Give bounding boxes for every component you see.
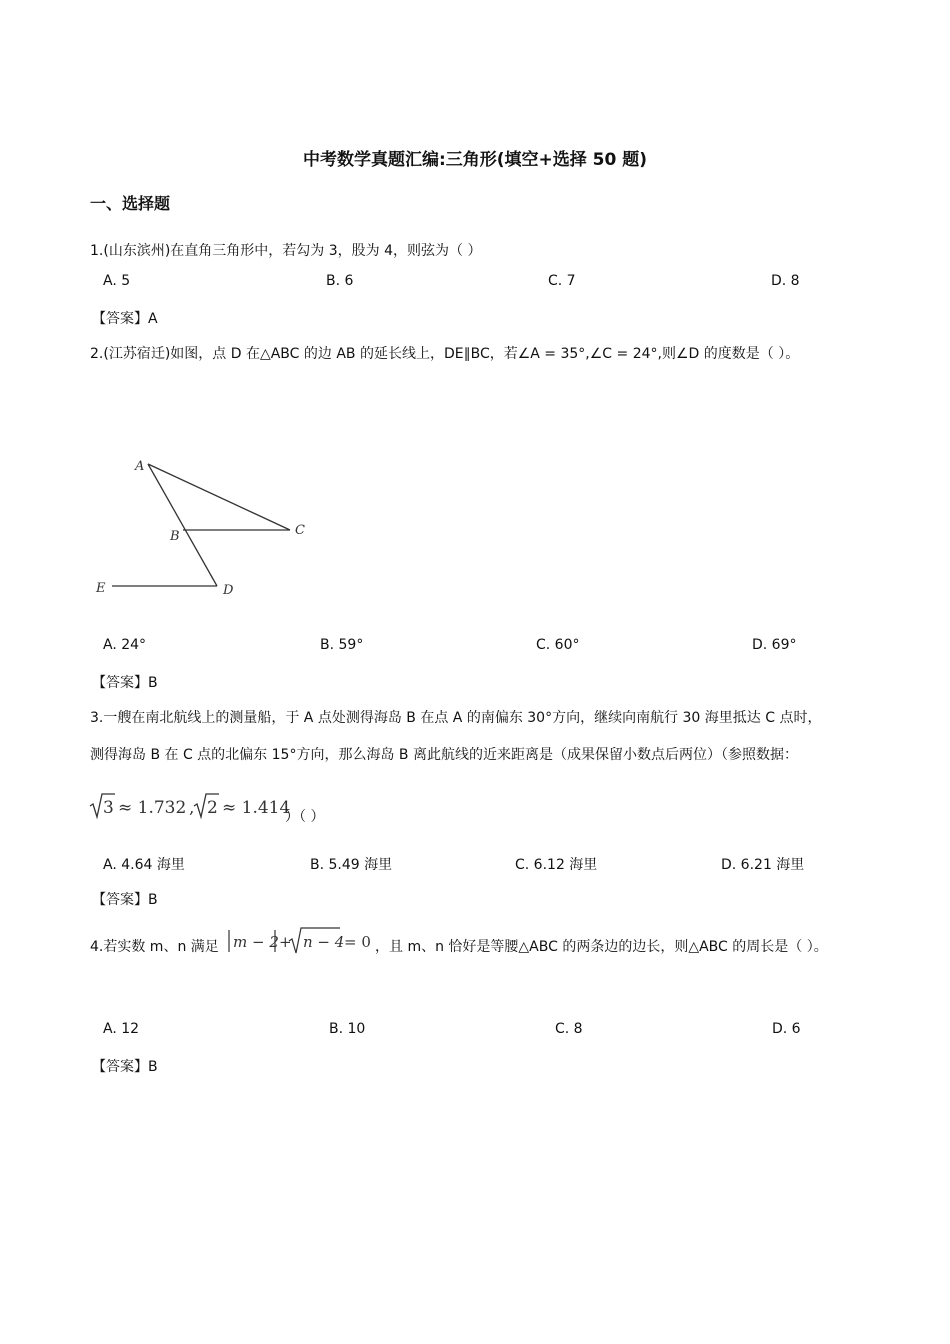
document-title: 中考数学真题汇编:三角形(填空+选择 50 题) (302, 150, 648, 170)
label-d: D (223, 583, 234, 598)
abs-content: m − 2 (233, 933, 279, 951)
label-a: A (135, 459, 145, 474)
line-a-d (148, 464, 217, 586)
formula-separator: , (189, 798, 195, 818)
question-1-option-b: B. 6 (326, 273, 354, 289)
question-3-stem-line2: 测得海岛 B 在 C 点的北偏东 15°方向，那么海岛 B 离此航线的近来距离是（成果保留小数点后两位）（参照数据： (90, 747, 798, 763)
question-3-answer: 【答案】B (92, 892, 158, 908)
question-2-answer: 【答案】B (92, 675, 158, 691)
question-1-option-c: C. 7 (548, 273, 576, 289)
question-1-stem: 1.(山东滨州)在直角三角形中，若勾为 3，股为 4，则弦为（ ） (90, 243, 482, 259)
question-3-option-a: A. 4.64 海里 (103, 857, 185, 873)
sqrt-3-value: ≈ 1.732 (118, 798, 187, 818)
sqrt-3-radicand: 3 (103, 798, 114, 818)
question-4-stem-after: ，且 m、n 恰好是等腰△ABC 的两条边的边长，则△ABC 的周长是（ ）。 (375, 939, 828, 955)
question-4-stem-before: 4.若实数 m、n 满足 (90, 939, 219, 955)
question-3-option-b: B. 5.49 海里 (310, 857, 393, 873)
plus-sign: + (279, 933, 292, 951)
question-4-option-a: A. 12 (103, 1021, 140, 1037)
question-3-stem-line3: ）（ ） (285, 809, 325, 825)
question-2-option-b: B. 59° (320, 637, 364, 653)
condition-formula (226, 924, 378, 958)
question-1-option-d: D. 8 (771, 273, 800, 289)
reference-formula (88, 788, 293, 822)
question-4-option-b: B. 10 (329, 1021, 366, 1037)
question-1-option-a: A. 5 (103, 273, 131, 289)
label-b: B (170, 529, 180, 544)
question-3-stem-line1: 3.一艘在南北航线上的测量船，于 A 点处测得海岛 B 在点 A 的南偏东 30°方向，继续向南航行 30 海里抵达 C 点时， (90, 710, 822, 726)
section-heading: 一、选择题 (90, 194, 171, 213)
sqrt-2-value: ≈ 1.414 (222, 798, 291, 818)
question-2-stem: 2.(江苏宿迁)如图，点 D 在△ABC 的边 AB 的延长线上，DE∥BC，若∠A = 35°,∠C = 24°,则∠D 的度数是（ ）。 (90, 346, 800, 362)
question-3-option-d: D. 6.21 海里 (721, 857, 805, 873)
label-e: E (96, 581, 106, 596)
equals-zero: = 0 (344, 933, 371, 951)
triangle-figure (90, 450, 330, 605)
question-2-option-a: A. 24° (103, 637, 147, 653)
question-4-option-c: C. 8 (555, 1021, 583, 1037)
question-4-answer: 【答案】B (92, 1059, 158, 1075)
question-3-option-c: C. 6.12 海里 (515, 857, 598, 873)
sqrt-2-radicand: 2 (207, 798, 218, 818)
sqrt-content: n − 4 (303, 933, 345, 951)
line-a-c (148, 464, 290, 530)
question-4-option-d: D. 6 (772, 1021, 801, 1037)
label-c: C (295, 523, 305, 538)
question-1-answer: 【答案】A (92, 311, 158, 327)
question-2-option-d: D. 69° (752, 637, 797, 653)
question-2-option-c: C. 60° (536, 637, 580, 653)
